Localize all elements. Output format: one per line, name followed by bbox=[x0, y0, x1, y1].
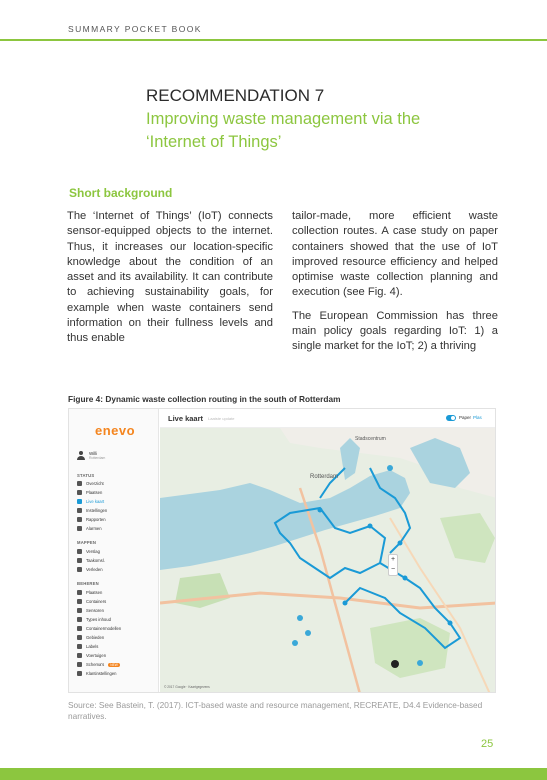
pin-icon bbox=[77, 590, 82, 595]
nav-section-manage: BEHEREN bbox=[77, 581, 99, 586]
container-marker[interactable] bbox=[368, 524, 373, 529]
user-icon bbox=[77, 451, 85, 460]
nav-item-areas[interactable] bbox=[77, 635, 104, 640]
figure-screenshot bbox=[68, 408, 496, 693]
nav-item-settings[interactable] bbox=[77, 508, 107, 513]
source-note: Source: See Bastein, T. (2017). ICT-based waste and resource management, RECREATE, D4.4 Evidence-based narratives. bbox=[68, 700, 483, 721]
nav-item-label: Overzicht bbox=[86, 481, 104, 486]
schedule-icon bbox=[77, 662, 82, 667]
nav-item-schedules[interactable] bbox=[77, 662, 120, 667]
nav-item-labels[interactable] bbox=[77, 644, 98, 649]
nav-item-label: Voertuigen bbox=[86, 653, 107, 658]
calendar-icon bbox=[77, 549, 82, 554]
nav-item-overview[interactable] bbox=[77, 481, 104, 486]
zoom-control[interactable] bbox=[388, 554, 398, 576]
nav-item-label: Rapporten bbox=[86, 517, 106, 522]
nav-item-label: Containermodellen bbox=[86, 626, 122, 631]
nav-item-label: Alarmen bbox=[86, 526, 102, 531]
calendar-icon bbox=[77, 558, 82, 563]
nav-item-label: Live kaart bbox=[86, 499, 105, 504]
body-column-left bbox=[67, 209, 273, 355]
nav-item-label: Taakomsl. bbox=[86, 558, 105, 563]
gear-icon bbox=[77, 671, 82, 676]
nav-item-label: Types inhoud bbox=[86, 617, 111, 622]
toggle-label-paper[interactable]: Paper bbox=[459, 415, 472, 420]
footer-bar bbox=[0, 768, 547, 780]
body-column-right bbox=[292, 209, 498, 363]
map-topbar bbox=[160, 409, 496, 428]
area-icon bbox=[77, 635, 82, 640]
locate-icon[interactable] bbox=[391, 660, 399, 668]
nav-item-label: Containers bbox=[86, 599, 107, 604]
user-name: Willi bbox=[89, 451, 98, 456]
recommendation-label: RECOMMENDATION 7 bbox=[146, 86, 325, 105]
nav-item-label: Plaatsen bbox=[86, 490, 103, 495]
toggle-label-plastic[interactable]: Plas bbox=[473, 415, 482, 420]
body-paragraph: tailor-made, more efficient waste collection routes. A case study on paper containers showed that the use of IoT improved resource efficiency and helped optimise waste collection planning and execution (see Fig. 4). bbox=[292, 210, 498, 299]
settings-icon bbox=[77, 508, 82, 513]
container-icon bbox=[77, 599, 82, 604]
calendar-icon bbox=[77, 567, 82, 572]
sensor-icon bbox=[77, 608, 82, 613]
nav-item-label: Labels bbox=[86, 644, 99, 649]
nav-item-report[interactable] bbox=[77, 549, 100, 554]
container-marker[interactable] bbox=[292, 640, 298, 646]
nav-item-sensors[interactable] bbox=[77, 608, 104, 613]
bell-icon bbox=[77, 526, 82, 531]
container-marker[interactable] bbox=[387, 465, 393, 471]
nav-item-live-map[interactable] bbox=[77, 499, 104, 504]
pin-icon bbox=[77, 490, 82, 495]
live-map[interactable] bbox=[160, 428, 496, 693]
report-icon bbox=[77, 517, 82, 522]
nav-section-routes: MAPPEN bbox=[77, 540, 97, 545]
nav-item-vehicles[interactable] bbox=[77, 653, 106, 658]
nav-item-manage-places[interactable] bbox=[77, 590, 102, 595]
page-number: 25 bbox=[481, 738, 494, 750]
container-marker[interactable] bbox=[398, 541, 403, 546]
nav-item-reports[interactable] bbox=[77, 517, 106, 522]
header-rule bbox=[0, 39, 547, 41]
nav-section-status: STATUS bbox=[77, 473, 95, 478]
nav-item-label: Sensoren bbox=[86, 608, 104, 613]
nav-item-label: Plaatsen bbox=[86, 590, 103, 595]
container-marker[interactable] bbox=[448, 621, 453, 626]
zoom-out-button[interactable]: − bbox=[390, 566, 396, 573]
map-title: Live kaart bbox=[168, 414, 204, 423]
container-marker[interactable] bbox=[305, 630, 311, 636]
zoom-in-button[interactable]: + bbox=[390, 556, 396, 563]
chart-icon bbox=[77, 481, 82, 486]
nav-item-label: Verslag bbox=[86, 549, 100, 554]
nav-item-tasks[interactable] bbox=[77, 558, 105, 563]
truck-icon bbox=[77, 653, 82, 658]
map-label-city-centre: Stadscentrum bbox=[355, 436, 386, 442]
container-marker[interactable] bbox=[318, 508, 323, 513]
material-toggle[interactable] bbox=[446, 415, 456, 421]
map-icon bbox=[77, 499, 82, 504]
map-label-city: Rotterdam bbox=[310, 474, 339, 480]
container-marker[interactable] bbox=[417, 660, 423, 666]
recommendation-title: Improving waste management via the ‘Internet of Things’ bbox=[146, 110, 421, 151]
section-heading: Short background bbox=[69, 186, 173, 200]
nav-item-label: Gebieden bbox=[86, 635, 105, 640]
nav-item-places[interactable] bbox=[77, 490, 102, 495]
map-subtitle: Laatste update bbox=[208, 416, 235, 421]
app-sidebar bbox=[69, 409, 159, 692]
figure-caption: Figure 4: Dynamic waste collection routing in the south of Rotterdam bbox=[68, 394, 341, 404]
nav-item-label: Instellingen bbox=[86, 508, 108, 513]
nav-item-alarms[interactable] bbox=[77, 526, 102, 531]
body-paragraph: The European Commission has three main policy goals regarding IoT: 1) a single market for the IoT; 2) a thriving bbox=[292, 309, 498, 353]
running-header: SUMMARY POCKET BOOK bbox=[68, 24, 202, 34]
map-attribution: © 2017 Google · Kaartgegevens bbox=[164, 685, 210, 689]
type-icon bbox=[77, 617, 82, 622]
nav-item-label: Verleden bbox=[86, 567, 103, 572]
user-profile[interactable] bbox=[77, 451, 105, 460]
new-badge: NEW bbox=[110, 662, 118, 667]
body-paragraph: The ‘Internet of Things’ (IoT) connects sensor-equipped objects to the internet. Thus, it increases our location-specific knowledge about the condition of an asset and its availability. It can contribute to achieving sustainability goals, for example when waste containers send information on their fullness levels and thus enable bbox=[67, 210, 273, 345]
user-location: Rotterdam bbox=[89, 456, 106, 460]
nav-item-history[interactable] bbox=[77, 567, 103, 572]
container-marker[interactable] bbox=[343, 601, 348, 606]
nav-item-label: Klantinstellingen bbox=[86, 671, 117, 676]
container-marker[interactable] bbox=[297, 615, 303, 621]
nav-item-content-types[interactable] bbox=[77, 617, 111, 622]
brand-logo: enevo bbox=[95, 423, 136, 438]
model-icon bbox=[77, 626, 82, 631]
nav-item-containers[interactable] bbox=[77, 599, 106, 604]
nav-item-customer-settings[interactable] bbox=[77, 671, 117, 676]
container-marker[interactable] bbox=[403, 576, 408, 581]
nav-item-container-models[interactable] bbox=[77, 626, 121, 631]
nav-item-label: Schema's bbox=[86, 662, 105, 667]
label-icon bbox=[77, 644, 82, 649]
